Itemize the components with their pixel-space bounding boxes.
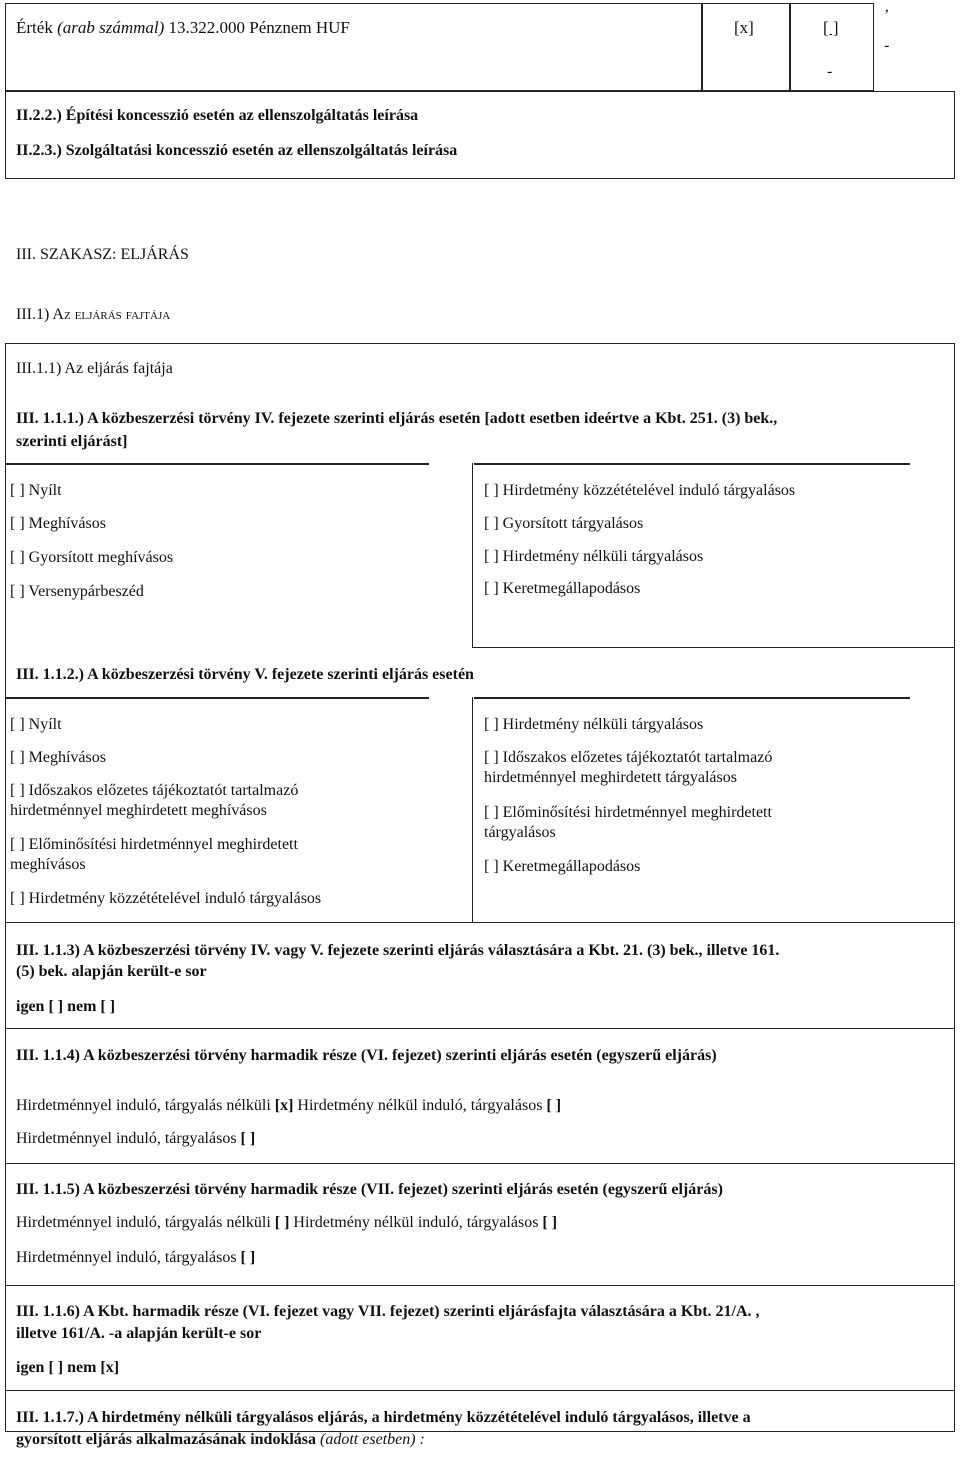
- p1114-title: III. 1.1.4) A közbeszerzési törvény harmadik része (VI. fejezet) szerinti eljárás esetén (egyszerű eljárás): [16, 1047, 717, 1064]
- p1116-bottom-rule: [5, 1390, 955, 1391]
- v-option-elominositesi-meghivasos[interactable]: [ ] Előminősítési hirdetménnyel meghirdetett meghívásos: [10, 836, 298, 873]
- iv-option-keretmegallapodasos[interactable]: [ ] Keretmegállapodásos: [484, 580, 641, 597]
- p1115-opt-a-label: Hirdetménnyel induló, tárgyalás nélküli: [16, 1214, 275, 1231]
- iv-option-hirdetmeny-kozzetetel[interactable]: [ ] Hirdetmény közzétételével induló tárgyalásos: [484, 482, 796, 499]
- p1114-opt-b-label: Hirdetmény nélkül induló, tárgyalásos: [293, 1097, 547, 1114]
- v-table-rule-right: [474, 697, 910, 699]
- section-ii-2-3: II.2.3.) Szolgáltatási koncesszió esetén az ellenszolgáltatás leírása: [16, 142, 458, 159]
- value-label: [16, 18, 350, 38]
- p1114-opt-a-label: Hirdetménnyel induló, tárgyalás nélküli: [16, 1097, 275, 1114]
- p1115-line2: [16, 1248, 255, 1268]
- p1116-answer[interactable]: igen [ ] nem [x]: [16, 1359, 120, 1376]
- p1114-line2: [16, 1129, 255, 1149]
- cell-dash-2: -: [884, 37, 890, 54]
- iv-option-hirdetmeny-nelkuli[interactable]: [ ] Hirdetmény nélküli tárgyalásos: [484, 548, 704, 565]
- iv-option-gyorsitott-meghivasos[interactable]: [ ] Gyorsított meghívásos: [10, 549, 174, 566]
- p1114-line1: [16, 1096, 561, 1116]
- section-iii-1-heading: III.1) Az eljárás fajtája: [16, 306, 171, 323]
- v-option-hirdetmeny-nelkuli[interactable]: [ ] Hirdetmény nélküli tárgyalásos: [484, 716, 704, 733]
- iv-option-nyilt[interactable]: [ ] Nyílt: [10, 482, 62, 499]
- p1115-opt-c-label: Hirdetménnyel induló, tárgyalásos: [16, 1249, 241, 1266]
- value-row-box: [5, 3, 702, 91]
- p1111-line2: szerinti eljárást]: [16, 433, 128, 450]
- iv-table-rule-left: [5, 463, 429, 465]
- v-option-elominositesi-targyalasos[interactable]: [ ] Előminősítési hirdetménnyel meghirdetett tárgyalásos: [484, 804, 772, 841]
- p1115-opt-c-checkbox[interactable]: [ ]: [240, 1249, 256, 1266]
- p1114-opt-c-label: Hirdetménnyel induló, tárgyalásos: [16, 1130, 241, 1147]
- p1114-opt-b-checkbox[interactable]: [ ]: [546, 1097, 562, 1114]
- p1117-line1: III. 1.1.7.) A hirdetmény nélküli tárgyalásos eljárás, a hirdetmény közzétételével induló tárgyalásos, illetve a: [16, 1409, 751, 1426]
- iv-table-bottom-rule: [472, 647, 955, 648]
- section-iii-1-1-box: [5, 343, 955, 1432]
- iv-option-versenyparbeszed[interactable]: [ ] Versenypárbeszéd: [10, 583, 144, 600]
- p1116-line2: illetve 161/A. -a alapján került-e sor: [16, 1325, 262, 1342]
- p1113-bottom-rule: [5, 1028, 955, 1029]
- p1116-line1: III. 1.1.6) A Kbt. harmadik része (VI. fejezet vagy VII. fejezet) szerinti eljárásfajta választására a Kbt. 21/A. ,: [16, 1303, 760, 1320]
- p1115-opt-b-checkbox[interactable]: [ ]: [542, 1214, 558, 1231]
- p1115-opt-b-label: Hirdetmény nélkül induló, tárgyalásos: [289, 1214, 543, 1231]
- v-option-hirdetmeny-kozzetetel[interactable]: [ ] Hirdetmény közzétételével induló tárgyalásos: [10, 890, 322, 907]
- value-label-rest: 13.322.000 Pénznem HUF: [164, 18, 350, 37]
- p1115-bottom-rule: [5, 1285, 955, 1286]
- v-option-keretmegallapodasos[interactable]: [ ] Keretmegállapodásos: [484, 858, 641, 875]
- p1117-line2-italic: (adott esetben) :: [320, 1431, 425, 1448]
- v-table-bottom-rule: [5, 922, 955, 923]
- cell-x-box: [702, 3, 790, 91]
- iv-option-meghivasos[interactable]: [ ] Meghívásos: [10, 515, 106, 532]
- p1115-opt-a-checkbox[interactable]: [ ]: [274, 1214, 290, 1231]
- p1113-line1: III. 1.1.3) A közbeszerzési törvény IV. vagy V. fejezete szerinti eljárás választására a Kbt. 21. (3) bek., illetve 161.: [16, 942, 780, 959]
- cell-comma: ’: [884, 7, 890, 24]
- p1112-heading: III. 1.1.2.) A közbeszerzési törvény V. fejezete szerinti eljárás esetén: [16, 666, 474, 683]
- section-ii-box: [5, 91, 955, 179]
- v-option-nyilt[interactable]: [ ] Nyílt: [10, 716, 62, 733]
- v-option-idoszakos-targyalasos[interactable]: [ ] Időszakos előzetes tájékoztatót tartalmazó hirdetménnyel meghirdetett tárgyalásos: [484, 749, 773, 786]
- v-table-rule-left: [5, 697, 429, 699]
- iv-option-gyorsitott-targyalasos[interactable]: [ ] Gyorsított tárgyalásos: [484, 515, 644, 532]
- p1111-line1: III. 1.1.1.) A közbeszerzési törvény IV. fejezete szerinti eljárás esetén [adott esetben ideértve a Kbt. 251. (3) bek.,: [16, 410, 778, 427]
- p1117-line2: [16, 1430, 425, 1450]
- p1113-answer[interactable]: igen [ ] nem [ ]: [16, 998, 116, 1015]
- v-option-meghivasos[interactable]: [ ] Meghívásos: [10, 749, 106, 766]
- cell-dash-1: -: [827, 63, 833, 80]
- p1117-line2-bold: gyorsított eljárás alkalmazásának indoklása: [16, 1431, 321, 1448]
- iv-table-rule-right: [474, 463, 910, 465]
- p1114-bottom-rule: [5, 1163, 955, 1164]
- p1114-opt-c-checkbox[interactable]: [ ]: [240, 1130, 256, 1147]
- p1115-line1: [16, 1213, 557, 1233]
- v-table-divider: [472, 697, 473, 923]
- cell-x[interactable]: [x]: [734, 18, 754, 37]
- value-label-italic: (arab számmal): [57, 18, 165, 37]
- p1113-line2: (5) bek. alapján került-e sor: [16, 963, 207, 980]
- p1115-title: III. 1.1.5) A közbeszerzési törvény harmadik része (VII. fejezet) szerinti eljárás esetén (egyszerű eljárás): [16, 1181, 723, 1198]
- p1114-opt-a-checkbox[interactable]: [x]: [274, 1097, 294, 1114]
- section-ii-2-2: II.2.2.) Építési koncesszió esetén az ellenszolgáltatás leírása: [16, 107, 419, 124]
- section-iii-1-1-heading: III.1.1) Az eljárás fajtája: [16, 360, 173, 377]
- iv-table-divider: [472, 463, 473, 647]
- v-option-idoszakos-meghivasos[interactable]: [ ] Időszakos előzetes tájékoztatót tartalmazó hirdetménnyel meghirdetett meghívásos: [10, 782, 299, 819]
- value-label-prefix: Érték: [16, 18, 58, 37]
- section-iii-title: III. SZAKASZ: ELJÁRÁS: [16, 246, 189, 263]
- cell-empty[interactable]: [ ]: [823, 18, 839, 37]
